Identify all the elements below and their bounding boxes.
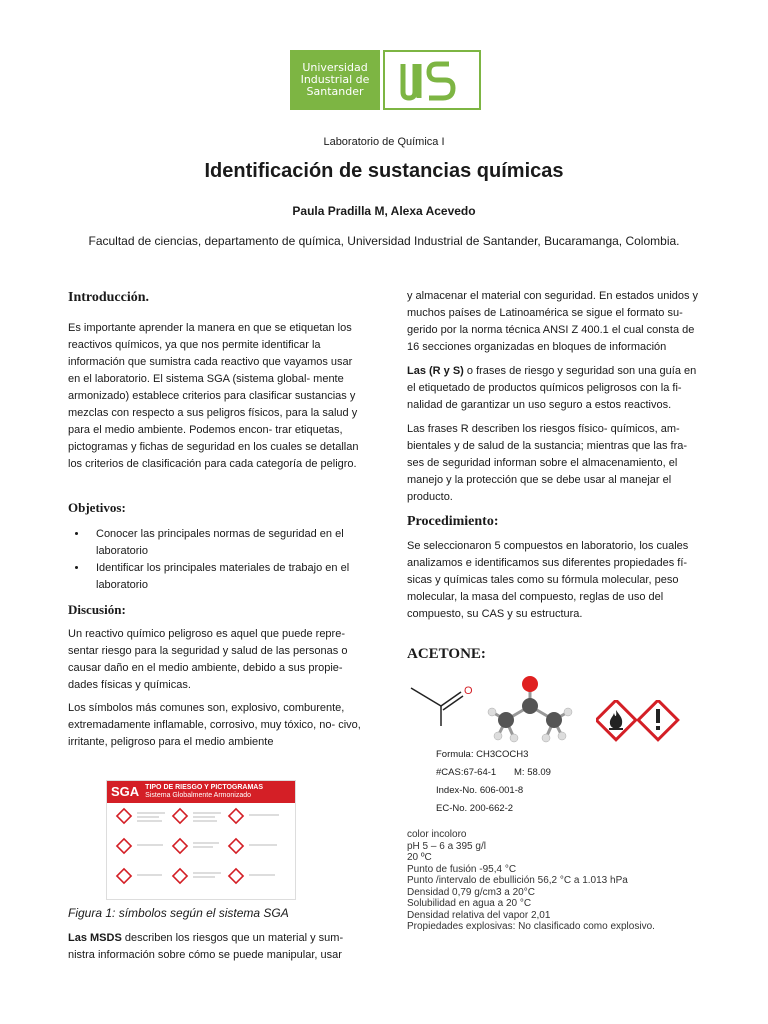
discussion-paragraph-2: Los símbolos más comunes son, explosivo, comburente, extremadamente inflamable, corrosivo, muy tóxico, no- civo, irritante, peligroso para el medio ambiente: [68, 702, 361, 748]
university-logo-text: Universidad Industrial de Santander: [300, 61, 370, 98]
uis-logo: [383, 50, 481, 110]
rs-paragraph: [407, 363, 703, 414]
affiliation: Facultad de ciencias, departamento de química, Universidad Industrial de Santander, Bucaramanga, Colombia.: [88, 234, 680, 248]
msds-text: describen los riesgos que un material y sum- nistra información sobre cómo se puede manipular, usar: [68, 932, 344, 961]
property-line: Densidad 0,79 g/cm3 a 20°C: [407, 886, 535, 898]
uis-logo-icon: [385, 52, 479, 108]
objectives-heading: Objetivos:: [68, 500, 126, 515]
rs-bold: Las (R y S): [407, 365, 464, 377]
property-line: Propiedades explosivas: No clasificado como explosivo.: [407, 921, 655, 932]
acetone-index-no: Index-No. 606-001-8: [436, 785, 524, 796]
objective-item: • Conocer las principales normas de seguridad en el laboratorio: [88, 526, 364, 560]
discussion-paragraph-1: Un reactivo químico peligroso es aquel que puede repre- sentar riesgo para la seguridad y salud de las personas o causar daño en el medio ambiente, debido a sus propie- dades físicas y químicas.: [68, 628, 348, 691]
acetone-heading: ACETONE:: [407, 646, 486, 662]
property-line: Punto de fusión -95,4 °C: [407, 863, 517, 875]
property-line: color incoloro: [407, 829, 467, 840]
msds-paragraph: [68, 930, 364, 964]
sga-pictograms-image: [106, 780, 296, 900]
acetone-skeletal-structure: [405, 680, 477, 730]
property-line: Solubilidad en agua a 20 °C: [407, 898, 532, 909]
sga-header: [107, 781, 295, 803]
sga-title: TIPO DE RIESGO Y PICTOGRAMAS: [145, 784, 264, 791]
rs-text: o frases de riesgo y seguridad son una guía en el etiquetado de productos químicos peligrosos con la fi- nalidad de garantizar un uso seguro a estos reactivos.: [407, 365, 697, 411]
discussion-heading: Discusión:: [68, 602, 126, 617]
objective-item: • Identificar los principales materiales de trabajo en el laboratorio: [88, 560, 364, 594]
flame-icon: [596, 700, 636, 740]
ghs-pictograms: [596, 700, 680, 746]
intro-heading: Introducción.: [68, 290, 150, 305]
acetone-properties: [407, 829, 727, 933]
acetone-ec-no: EC-No. 200-662-2: [436, 803, 514, 814]
acetone-molar-mass: M: 58.09: [514, 767, 551, 778]
property-line: Punto /intervalo de ebullición 56,2 °C a 1.013 hPa: [407, 875, 628, 886]
property-line: Densidad relativa del vapor 2,01: [407, 909, 551, 921]
objectives-list: [68, 526, 364, 594]
property-line: pH 5 – 6 a 395 g/l: [407, 840, 486, 852]
procedure-heading: Procedimiento:: [407, 514, 499, 529]
svg-text:O: O: [464, 685, 473, 697]
procedure-text: Se seleccionaron 5 compuestos en laboratorio, los cuales analizamos e identificamos sus diferentes propiedades fí- sicas y químicas tales como su fórmula molecular, peso molecular, la masa del compuesto, reglas de uso del compuesto, su CAS y su estructura.: [407, 540, 689, 620]
page-title: Identificación de sustancias químicas: [204, 160, 564, 182]
lab-course: Laboratorio de Química I: [323, 136, 445, 148]
intro-text: Es importante aprender la manera en que se etiquetan los reactivos químicos, ya que nos permite identificar la información que sumistra cada reactivo que vayamos usar en el laboratorio. El sistema SGA (sistema global- mente armonizado) establece criterios para clasificar sustancias y mezclas con respecto a sus peligros físicos, para la salud y para el medio ambiente. Podemos encon- trar etiquetas, pictogramas y fichas de seguridad en los cuales se detallan los criterios de clasificación para cada categoría de peligro.: [68, 322, 359, 470]
acetone-ball-stick-model: [484, 672, 580, 752]
hazard-pictograms-grid: [107, 803, 293, 897]
authors: Paula Pradilla M, Alexa Acevedo: [292, 204, 476, 218]
exclamation-icon: [638, 700, 678, 740]
acetone-formula: Formula: CH3COCH3: [436, 749, 529, 760]
property-line: 20 ºC: [407, 852, 432, 863]
university-logo: [290, 50, 380, 110]
figure-caption: Figura 1: símbolos según el sistema SGA: [68, 906, 289, 920]
r-phrases-paragraph: Las frases R describen los riesgos físico- químicos, am- bientales y de salud de la sustancia; mientras que las fra- ses de seguridad informan sobre el almacenamiento, el manejo y la protección que se debe usar al manejar el producto.: [407, 423, 688, 503]
msds-bold: Las MSDS: [68, 932, 122, 944]
sga-badge: SGA: [111, 784, 140, 799]
acetone-cas: #CAS:67-64-1: [436, 767, 497, 778]
msds-continuation: y almacenar el material con seguridad. En estados unidos y muchos países de Latinoamérica se sigue el formato su- gerido por la norma técnica ANSI Z 400.1 el cual consta de 16 secciones organizadas en bloques de información: [407, 290, 699, 353]
sga-subtitle: Sistema Globalmente Armonizado: [145, 792, 252, 799]
